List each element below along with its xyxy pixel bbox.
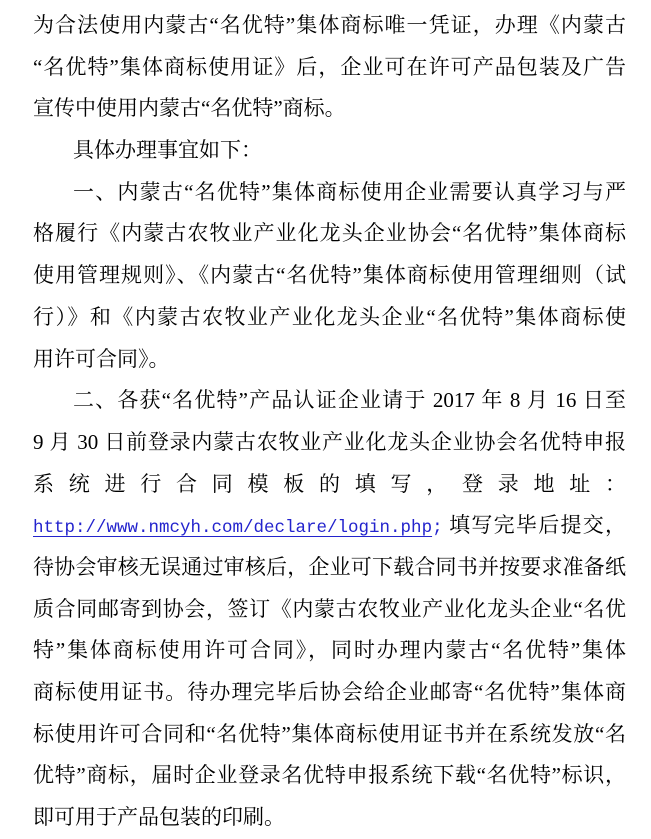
- text-line: 格履行《内蒙古农牧业产业化龙头企业协会“名优特”集体商标: [33, 221, 626, 246]
- text-line: 9 月 30 日前登录内蒙古农牧业产业化龙头企业协会名优特申报: [33, 429, 626, 454]
- text-line: 具体办理事宜如下：: [73, 138, 262, 163]
- text-line: 优特”商标，届时企业登录名优特申报系统下载“名优特”标识，: [33, 763, 626, 788]
- text-line: 为合法使用内蒙古“名优特”集体商标唯一凭证，办理《内蒙古: [33, 13, 626, 37]
- text-line: 待协会审核无误通过审核后，企业可下载合同书并按要求准备纸: [33, 554, 626, 579]
- login-url-link[interactable]: http://www.nmcyh.com/declare/login.php: [33, 518, 433, 539]
- text-line: 使用管理规则》、《内蒙古“名优特”集体商标使用管理细则（试: [33, 263, 626, 288]
- text-line: 质合同邮寄到协会，签订《内蒙古农牧业产业化龙头企业“名优: [33, 596, 626, 621]
- text-line: “名优特”集体商标使用证》后，企业可在许可产品包装及广告: [33, 54, 626, 79]
- text-after-link: 填写完毕后提交，: [442, 513, 626, 538]
- text-line: 即可用于产品包装的印刷。: [33, 805, 285, 830]
- text-line: 系统进行合同模板的填写，登录地址：: [33, 471, 626, 496]
- text-line-with-link: [33, 505, 626, 547]
- text-line: 行）》和《内蒙古农牧业产业化龙头企业“名优特”集体商标使: [33, 304, 626, 329]
- text-line: 用许可合同》。: [33, 346, 170, 371]
- text-line: 一、内蒙古“名优特”集体商标使用企业需要认真学习与严: [73, 179, 626, 204]
- text-line: 宣传中使用内蒙古“名优特”商标。: [33, 96, 346, 121]
- link-semicolon: ;: [432, 518, 443, 539]
- text-line: 二、各获“名优特”产品认证企业请于 2017 年 8 月 16 日至: [73, 388, 626, 413]
- text-line: 商标使用证书。待办理完毕后协会给企业邮寄“名优特”集体商: [33, 680, 626, 704]
- text-line: 标使用许可合同和“名优特”集体商标使用证书并在系统发放“名: [33, 721, 626, 746]
- text-line: 特”集体商标使用许可合同》，同时办理内蒙古“名优特”集体: [33, 638, 626, 663]
